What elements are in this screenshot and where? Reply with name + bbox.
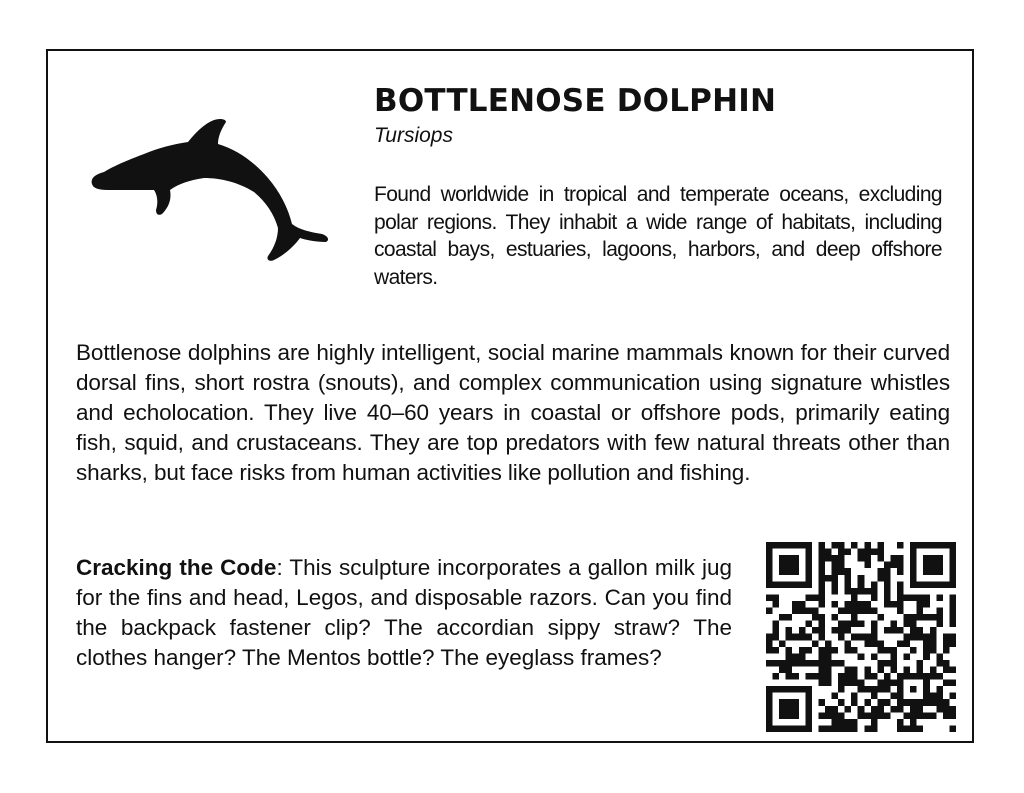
qr-code-icon[interactable]	[766, 542, 956, 732]
habitat-paragraph: Found worldwide in tropical and temperate oceans, excluding polar regions. They inhabit a wide range of habitats, including coastal bays, estuaries, lagoons, harbors, and deep offshore waters.	[374, 183, 942, 289]
description-paragraph: Bottlenose dolphins are highly intelligent, social marine mammals known for their curved dorsal fins, short rostra (snouts), and complex communication using signature whistles and echolocation. They live 40–60 years in coastal or offshore pods, primarily eating fish, squid, and crustaceans. They are top predators with few natural threats other than sharks, but face risks from human activities like pollution and fishing.	[76, 340, 950, 485]
info-card	[46, 49, 974, 743]
cracking-the-code-paragraph	[76, 553, 732, 673]
cracking-the-code-label: Cracking the Code	[76, 555, 277, 580]
genus-name: Tursiops	[374, 124, 453, 147]
code-separator: :	[276, 555, 283, 580]
dolphin-silhouette-icon	[88, 86, 333, 266]
cracking-the-code-text: This sculpture incorporates a gallon milk jug for the fins and head, Legos, and disposable razors. Can you find the backpack fastener clip? The accordian sippy straw? The clothes hanger? The Mentos bottle? The eyeglass frames?	[76, 555, 732, 670]
page-title: BOTTLENOSE DOLPHIN	[374, 83, 777, 119]
